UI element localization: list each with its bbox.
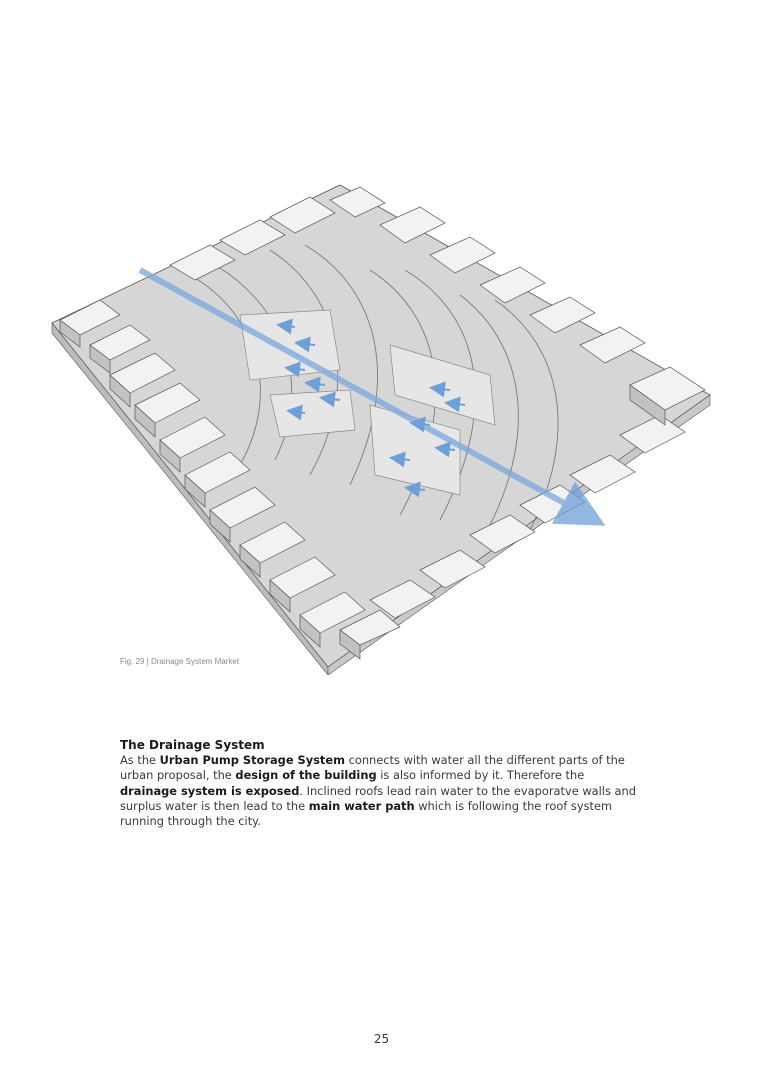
drainage-system-axonometric-diagram: [40, 175, 730, 675]
body-paragraph: [120, 753, 640, 829]
text-run: is also informed by it. Therefore the: [376, 768, 585, 783]
figure-caption: Fig. 29 | Drainage System Market: [120, 657, 240, 666]
section-title: The Drainage System: [120, 738, 265, 752]
text-run: As the: [120, 753, 160, 767]
page-number: 25: [373, 1032, 390, 1046]
text-run: which is following the roof system running through the city.: [120, 798, 613, 829]
bold-phrase: drainage system is exposed: [120, 783, 300, 798]
bold-phrase: main water path: [308, 798, 415, 813]
bold-phrase: Urban Pump Storage System: [159, 753, 345, 767]
bold-phrase: design of the building: [235, 768, 377, 783]
text-run: connects with water all the different parts of the urban proposal, the: [120, 753, 625, 783]
text-run: . Inclined roofs lead rain water to the evaporatve walls and surplus water is then lead to the: [120, 783, 636, 813]
